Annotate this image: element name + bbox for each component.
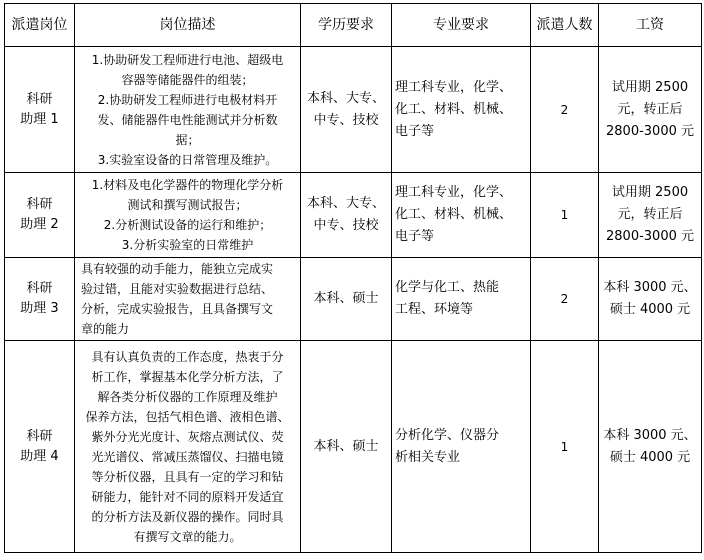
header-description: 岗位描述 bbox=[75, 4, 301, 47]
header-salary: 工资 bbox=[599, 4, 702, 47]
description-cell: 具有较强的动手能力，能独立完成实 验过错，且能对实验数据进行总结、 分析，完成实验报告，且具备撰写文 章的能力 bbox=[75, 258, 301, 341]
count-cell: 2 bbox=[531, 258, 599, 341]
salary-cell: 试用期 2500 元，转正后 2800-3000 元 bbox=[599, 47, 702, 173]
salary-cell: 试用期 2500 元，转正后 2800-3000 元 bbox=[599, 173, 702, 258]
education-cell: 本科、大专、 中专、技校 bbox=[301, 47, 392, 173]
count-cell: 1 bbox=[531, 341, 599, 553]
job-table bbox=[4, 3, 702, 553]
major-cell: 理工科专业，化学、 化工、材料、机械、 电子等 bbox=[392, 173, 531, 258]
count-cell: 1 bbox=[531, 173, 599, 258]
header-education: 学历要求 bbox=[301, 4, 392, 47]
header-count: 派遣人数 bbox=[531, 4, 599, 47]
position-cell: 科研 助理 2 bbox=[5, 173, 75, 258]
description-cell: 1.协助研发工程师进行电池、超级电 容器等储能器件的组装； 2.协助研发工程师进行电极材料开 发、储能器件电性能测试并分析数 据； 3.实验室设备的日常管理及维护。 bbox=[75, 47, 301, 173]
salary-cell: 本科 3000 元、 硕士 4000 元 bbox=[599, 341, 702, 553]
table-row bbox=[5, 258, 702, 341]
position-cell: 科研 助理 3 bbox=[5, 258, 75, 341]
description-cell: 1.材料及电化学器件的物理化学分析 测试和撰写测试报告； 2.分析测试设备的运行和维护； 3.分析实验室的日常维护 bbox=[75, 173, 301, 258]
major-cell: 理工科专业，化学、 化工、材料、机械、 电子等 bbox=[392, 47, 531, 173]
header-row bbox=[5, 4, 702, 47]
description-cell: 具有认真负责的工作态度，热衷于分 析工作，掌握基本化学分析方法，了 解各类分析仪器的工作原理及维护 保养方法，包括气相色谱、液相色谱、 紫外分光光度计、灰熔点测试仪、荧 光光谱仪、常减压蒸馏仪、扫描电镜 等分析仪器，且具有一定的学习和钻 研能力，能针对不同的原料开发适宜 的分析方法及新仪器的操作。同时具 有撰写文章的能力。 bbox=[75, 341, 301, 553]
table-row bbox=[5, 47, 702, 173]
header-major: 专业要求 bbox=[392, 4, 531, 47]
position-cell: 科研 助理 4 bbox=[5, 341, 75, 553]
salary-cell: 本科 3000 元、 硕士 4000 元 bbox=[599, 258, 702, 341]
major-cell: 化学与化工、热能 工程、环境等 bbox=[392, 258, 531, 341]
position-cell: 科研 助理 1 bbox=[5, 47, 75, 173]
table-row bbox=[5, 173, 702, 258]
education-cell: 本科、大专、 中专、技校 bbox=[301, 173, 392, 258]
education-cell: 本科、硕士 bbox=[301, 258, 392, 341]
header-position: 派遣岗位 bbox=[5, 4, 75, 47]
count-cell: 2 bbox=[531, 47, 599, 173]
education-cell: 本科、硕士 bbox=[301, 341, 392, 553]
major-cell: 分析化学、仪器分 析相关专业 bbox=[392, 341, 531, 553]
table-row bbox=[5, 341, 702, 553]
